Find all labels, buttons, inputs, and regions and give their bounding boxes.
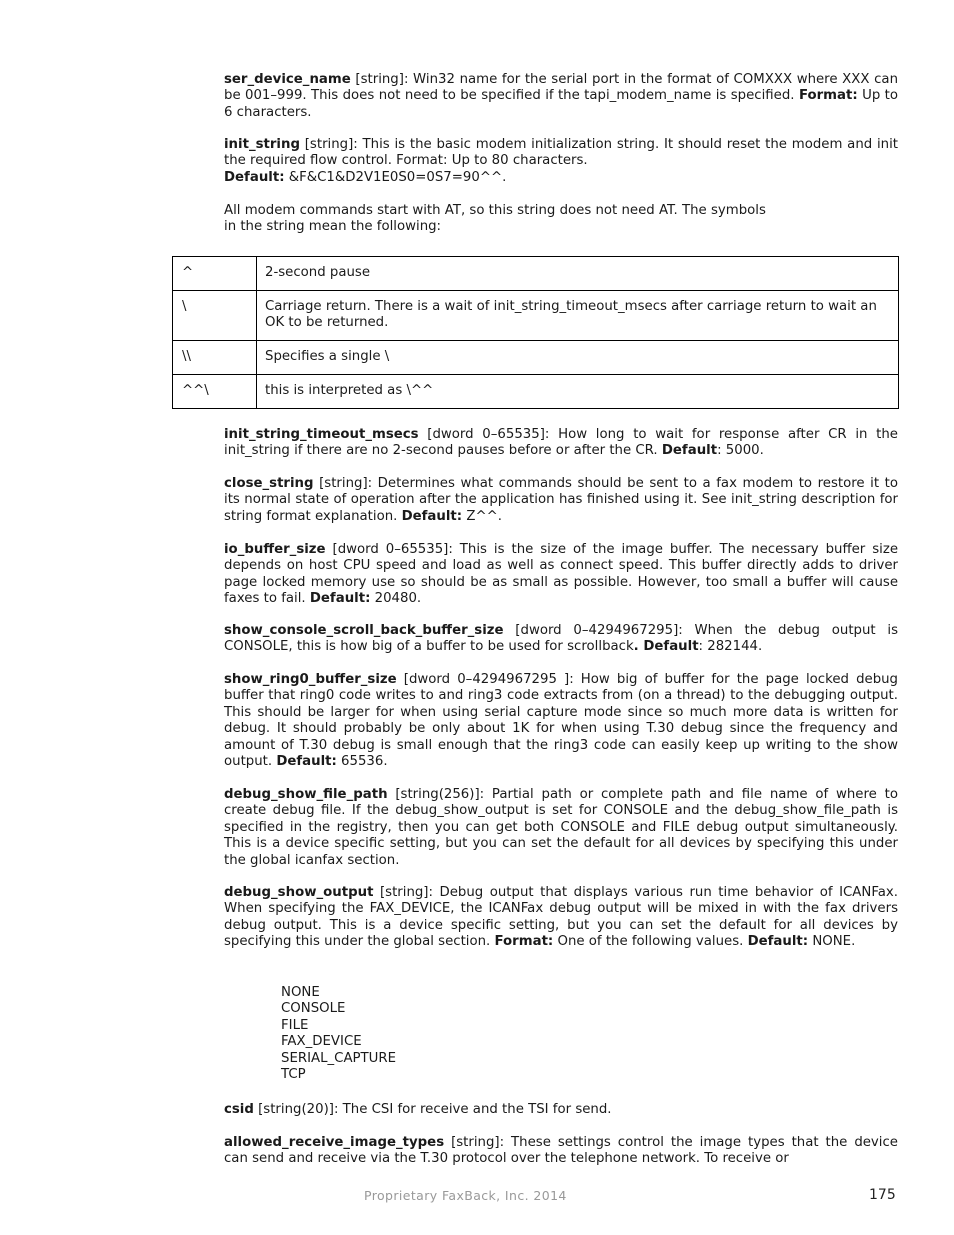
output-values-list [281, 985, 396, 1083]
param-init-string-timeout: init_string_timeout_msecs [dword 0–65535]: How long to wait for response after CR in the init_string if there are no 2-second pauses before or after the CR. Default: 5000. [224, 427, 898, 459]
param-allowed-receive-image-types: allowed_receive_image_types [string]: These settings control the image types that the device can send and receive via the T.30 protocol over the telephone network. To receive or [224, 1135, 898, 1167]
page-number: 175 [869, 1187, 896, 1203]
list-item: CONSOLE [281, 1001, 346, 1017]
table-row [173, 375, 899, 409]
param-close-string: close_string [string]: Determines what commands should be sent to a fax modem to restore it to its normal state of operation after the application has finished using it. See init_string description for string format explanation. Default: Z^^. [224, 476, 898, 524]
symbol-cell: \ [173, 291, 257, 341]
param-show-ring0-buffer-size: show_ring0_buffer_size [dword 0–4294967295 ]: How big of buffer for the page locked debug buffer that ring0 code writes to and ring3 code extracts from (on a thread) to the debugging output. This should be larger for when using serial capture mode since so much more data is written for debug. It should probably be only about 1K for when using T.30 debug since the frequency and amount of T.30 debug is small enough that the ring3 code can easily keep up writing to the show output. Default: 65536. [224, 672, 898, 770]
param-io-buffer-size: io_buffer_size [dword 0–65535]: This is the size of the image buffer. The necessary buffer size depends on host CPU speed and load as well as connect speed. This buffer directly adds to driver page locked memory use so should be as small as possible. However, too small a buffer will cause faxes to fail. Default: 20480. [224, 542, 898, 607]
footer-copyright: Proprietary FaxBack, Inc. 2014 [364, 1188, 567, 1203]
param-init-string: init_string [string]: This is the basic modem initialization string. It should reset the modem and init the required flow control. Format: Up to 80 characters. Default: &F&C1&D2V1E0S0=0S7=90^^. [224, 137, 898, 185]
table-row [173, 257, 899, 291]
param-debug-show-output: debug_show_output [string]: Debug output that displays various run time behavior of ICANFax. When specifying the FAX_DEVICE, the ICANFax debug output will be mixed in with the fax drivers debug output. This is a device specific setting, but you can set the default for all devices by specifying this under the global section. Format: One of the following values. Default: NONE. [224, 885, 898, 950]
list-item: SERIAL_CAPTURE [281, 1050, 397, 1066]
table-row [173, 341, 899, 375]
list-item: NONE [281, 985, 320, 1000]
symbol-cell: ^ [173, 257, 257, 291]
table-row [173, 291, 899, 341]
meaning-cell: Specifies a single \ [257, 341, 899, 375]
symbol-cell: \\ [173, 341, 257, 375]
symbol-cell: ^^\ [173, 375, 257, 409]
param-show-console-scroll-back: show_console_scroll_back_buffer_size [dword 0–4294967295]: When the debug output is CONSOLE, this is how big of a buffer to be used for scrollback. Default: 282144. [224, 623, 898, 655]
meaning-cell: 2-second pause [257, 257, 899, 291]
param-debug-show-file-path: debug_show_file_path [string(256)]: Partial path or complete path and file name of where to create debug file. If the debug_show_output is set for CONSOLE and the debug_show_file_path is specified in the registry, then you can get both CONSOLE and FILE debug output simultaneously. This is a device specific setting, but you can set the default for all devices by specifying this under the global icanfax section. [224, 787, 898, 868]
param-ser-device-name: ser_device_name [string]: Win32 name for the serial port in the format of COMXXX where XXX can be 001–999. This does not need to be specified if the tapi_modem_name is specified. Format: Up to 6 characters. [224, 72, 898, 120]
meaning-cell: this is interpreted as \^^ [257, 375, 899, 409]
list-item: FAX_DEVICE [281, 1034, 362, 1050]
param-csid: csid [string(20)]: The CSI for receive and the TSI for send. [224, 1102, 612, 1117]
symbol-table [172, 256, 899, 409]
modem-commands-note: All modem commands start with AT, so this string does not need AT. The symbols in the string mean the following: [224, 203, 766, 235]
list-item: TCP [281, 1067, 306, 1083]
list-item: FILE [281, 1017, 309, 1033]
meaning-cell: Carriage return. There is a wait of init_string_timeout_msecs after carriage return to wait an OK to be returned. [257, 291, 899, 341]
